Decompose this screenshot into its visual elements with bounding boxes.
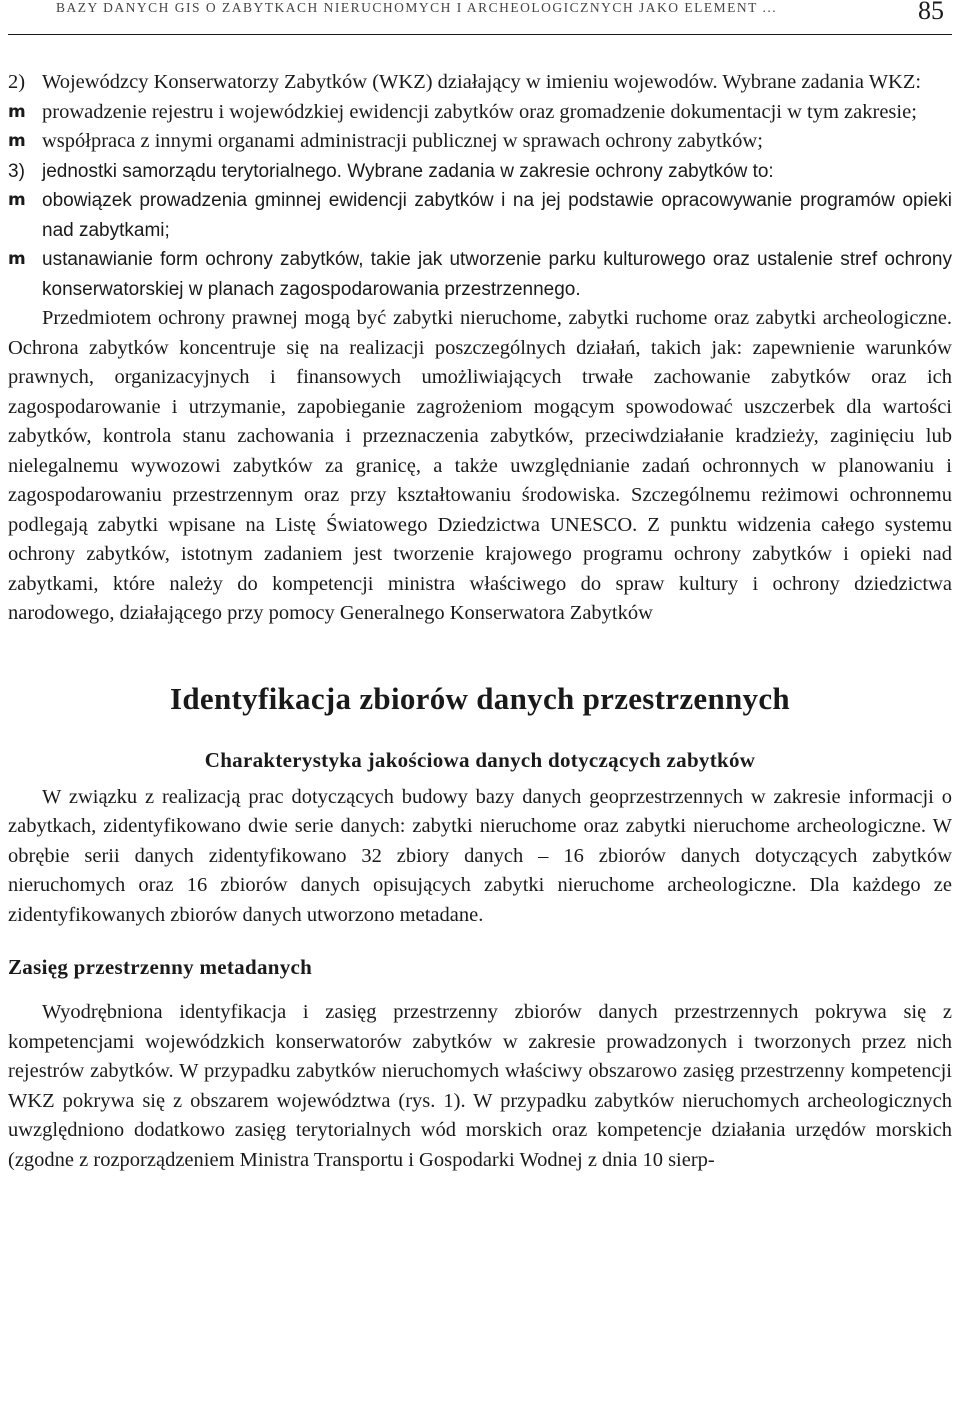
section-heading: Identyfikacja zbiorów danych przestrzennych bbox=[170, 680, 790, 716]
running-title: BAZY DANYCH GIS O ZABYTKACH NIERUCHOMYCH I ARCHEOLOGICZNYCH JAKO ELEMENT ... bbox=[56, 0, 778, 15]
bullet-text: obowiązek prowadzenia gminnej ewidencji zabytków i na jej podstawie opracowywanie programów opieki nad zabytkami; bbox=[42, 190, 952, 241]
subsection-heading: Charakterystyka jakościowa danych dotyczących zabytków bbox=[204, 747, 756, 772]
paragraph-quality: W związku z realizacją prac dotyczących budowy bazy danych geoprzestrzennych w zakresie informacji o zabytkach, zidentyfikowano dwie serie danych: zabytki nieruchome oraz zabytki nieruchome archeologiczne. W obrębie serii danych zidentyfikowano 32 zbiory danych – 16 zbiorów danych dotyczących zabytków nieruchomych oraz 16 zbiorów danych opisujących zabytki nieruchome archeologiczne. Dla każdego ze zidentyfikowanych zbiorów danych utworzono metadane. bbox=[8, 785, 952, 926]
bullet-marker-icon: m bbox=[8, 249, 26, 269]
page-body bbox=[8, 68, 952, 1175]
bullet-marker-icon: m bbox=[8, 101, 26, 122]
list-number: 3) bbox=[8, 160, 25, 182]
page-number: 85 bbox=[918, 0, 944, 25]
paragraph-scope: Wyodrębniona identyfikacja i zasięg przestrzenny zbiorów danych przestrzennych pokrywa się z kompetencjami wojewódzkich konserwatorów zabytków w zakresie prowadzonych i tworzonych przez nich rejestrów zabytków. W przypadku zabytków nieruchomych właściwy obszarowo zasięg przestrzenny kompetencji WKZ pokrywa się z obszarem województwa (rys. 1). W przypadku zabytków nieruchomych archeologicznych uwzględniono dodatkowo zasięg terytorialnych wód morskich oraz kompetencje działania urzędów morskich (zgodne z rozporządzeniem Ministra Transportu i Gospodarki Wodnej z dnia 10 sierp- bbox=[8, 1001, 952, 1171]
bullet-item bbox=[8, 98, 952, 128]
bullet-marker-icon: m bbox=[8, 131, 26, 151]
list-item-text: jednostki samorządu terytorialnego. Wybrane zadania w zakresie ochrony zabytków to: bbox=[42, 160, 774, 182]
list-item-3 bbox=[8, 157, 952, 187]
list-item-text: Wojewódzcy Konserwatorzy Zabytków (WKZ) działający w imieniu wojewodów. Wybrane zadania WKZ: bbox=[42, 71, 922, 93]
bullet-text: ustanawianie form ochrony zabytków, takie jak utworzenie parku kulturowego oraz ustalenie stref ochrony konserwatorskiej w planach zagospodarowania przestrzennego. bbox=[42, 249, 952, 300]
bullet-item bbox=[8, 186, 952, 245]
bullet-text: współpraca z innymi organami administracji publicznej w sprawach ochrony zabytków; bbox=[42, 130, 763, 152]
subsubsection-heading: Zasięg przestrzenny metadanych bbox=[8, 955, 313, 979]
list-number: 2) bbox=[8, 71, 26, 93]
bullet-item bbox=[8, 127, 952, 157]
bullet-marker-icon: m bbox=[8, 190, 26, 210]
paragraph-main: Przedmiotem ochrony prawnej mogą być zabytki nieruchome, zabytki ruchome oraz zabytki archeologiczne. Ochrona zabytków koncentruje się na realizacji poszczególnych działań, takich jak: zapewnienie warunków prawnych, organizacyjnych i finansowych umożliwiających trwałe zachowanie zabytków oraz ich zagospodarowanie i utrzymanie, zapobieganie zagrożeniom mogącym spowodować uszczerbek dla wartości zabytków, kontrola stanu zachowania i przeznaczenia zabytków, przeciwdziałanie kradzieży, zaginięciu lub nielegalnemu wywozowi zabytków za granicę, a także uwzględnianie zadań ochronnych w planowaniu i zagospodarowaniu przestrzennym oraz przy kształtowaniu środowiska. Szczególnemu reżimowi ochronnemu podlegają zabytki wpisane na Listę Światowego Dziedzictwa UNESCO. Z punktu widzenia całego systemu ochrony zabytków, istotnym zadaniem jest tworzenie krajowego programu ochrony zabytków i opieki nad zabytkami, które należy do kompetencji ministra właściwego do spraw kultury i ochrony dziedzictwa narodowego, działającego przy pomocy Generalnego Konserwatora Zabytków bbox=[8, 307, 952, 624]
running-header bbox=[8, 0, 952, 35]
bullet-item bbox=[8, 245, 952, 304]
list-item-2 bbox=[8, 68, 952, 98]
bullet-text: prowadzenie rejestru i wojewódzkiej ewidencji zabytków oraz gromadzenie dokumentacji w tym zakresie; bbox=[42, 100, 917, 123]
